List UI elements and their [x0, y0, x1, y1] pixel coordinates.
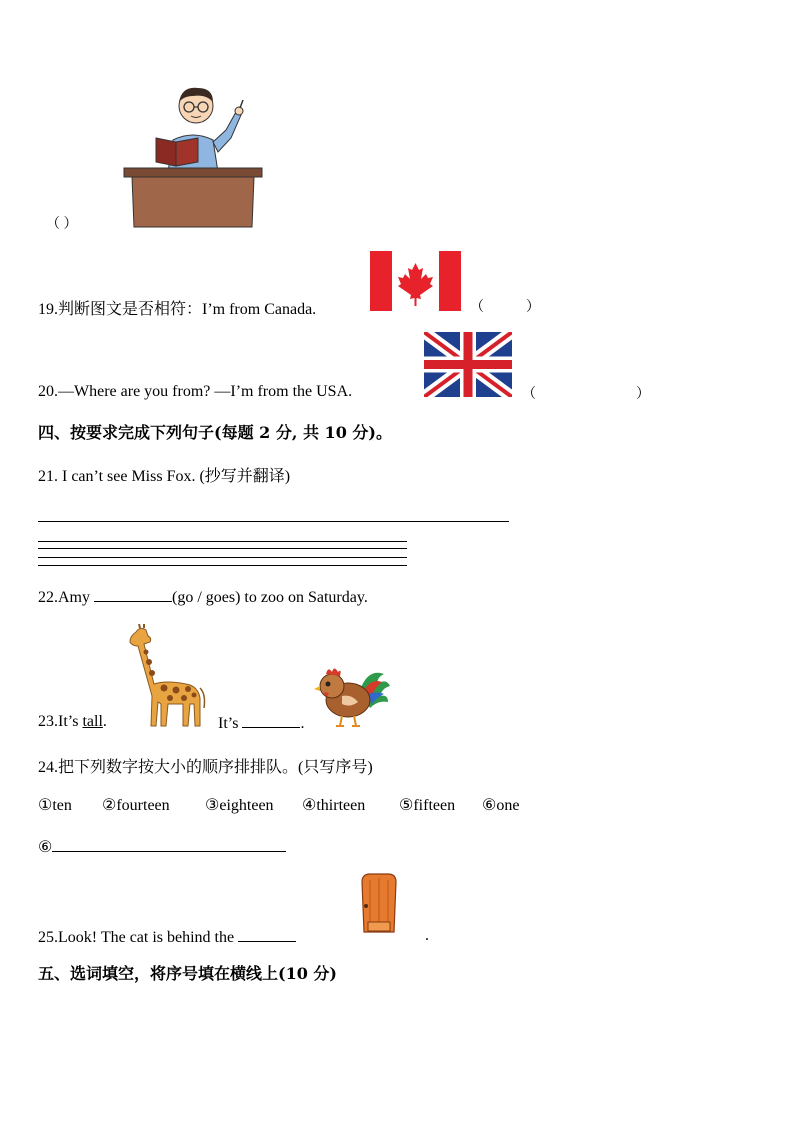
q24-answer-blank[interactable] — [52, 837, 286, 852]
q23-dot: . — [102, 713, 107, 730]
q21-translation-line-4[interactable] — [38, 565, 407, 566]
canada-flag-icon — [370, 251, 461, 311]
q23-word: tall — [82, 713, 103, 730]
uk-flag-icon — [424, 332, 512, 397]
q23-prefix: 23.It’s — [38, 713, 83, 730]
rooster-icon — [312, 660, 392, 728]
q21-translation-line-2[interactable] — [38, 548, 407, 549]
q21-translation-line-1[interactable] — [38, 541, 407, 542]
q23-its2: It’s — [218, 715, 243, 732]
q25-prefix: 25.Look! The cat is behind the — [38, 929, 239, 946]
q24-answer — [38, 837, 286, 857]
q19-paren-open: （ — [470, 300, 484, 315]
q24-option-4: ④thirteen — [302, 797, 366, 814]
q23-second — [218, 713, 304, 733]
q20-paren-close: ） — [636, 387, 650, 402]
q25-blank[interactable] — [238, 927, 296, 942]
q22-prefix: 22.Amy — [38, 589, 94, 606]
q24-option-5: ⑤fifteen — [399, 797, 456, 814]
q24-text: 24.把下列数字按大小的顺序排排队。(只写序号) — [38, 759, 373, 776]
q23-dot2: . — [300, 715, 305, 732]
section4-title: 四、按要求完成下列句子(每题 2 分, 共 10 分)。 — [38, 423, 392, 442]
q22-line — [38, 587, 368, 607]
q23-line — [38, 713, 107, 731]
q22-blank[interactable] — [94, 587, 172, 602]
q24-option-1: ①ten — [38, 797, 72, 814]
q21-answer-line[interactable] — [38, 521, 509, 522]
q18-answer-paren: （ ） — [46, 217, 78, 232]
q20-paren-open: （ — [522, 387, 536, 402]
q19-paren-close: ） — [526, 300, 540, 315]
q25-dot: . — [425, 927, 429, 944]
giraffe-icon — [126, 624, 208, 728]
q23-blank[interactable] — [242, 713, 300, 728]
section5-title: 五、选词填空，将序号填在横线上(10 分) — [38, 964, 337, 983]
q25-line — [38, 927, 296, 947]
q19-text: 19.判断图文是否相符：I’m from Canada. — [38, 301, 317, 318]
door-icon — [358, 872, 400, 936]
q24-option-2: ②fourteen — [102, 797, 170, 814]
q21-text: 21. I can’t see Miss Fox. (抄写并翻译) — [38, 468, 291, 485]
q21-translation-line-3[interactable] — [38, 557, 407, 558]
q24-answer-prefix: ⑥ — [38, 839, 53, 856]
teacher-icon — [118, 82, 268, 232]
q20-text: 20.—Where are you from? —I’m from the USA. — [38, 383, 353, 400]
q24-option-6: ⑥one — [482, 797, 520, 814]
q24-option-3: ③eighteen — [205, 797, 274, 814]
q22-suffix: (go / goes) to zoo on Saturday. — [172, 589, 368, 606]
